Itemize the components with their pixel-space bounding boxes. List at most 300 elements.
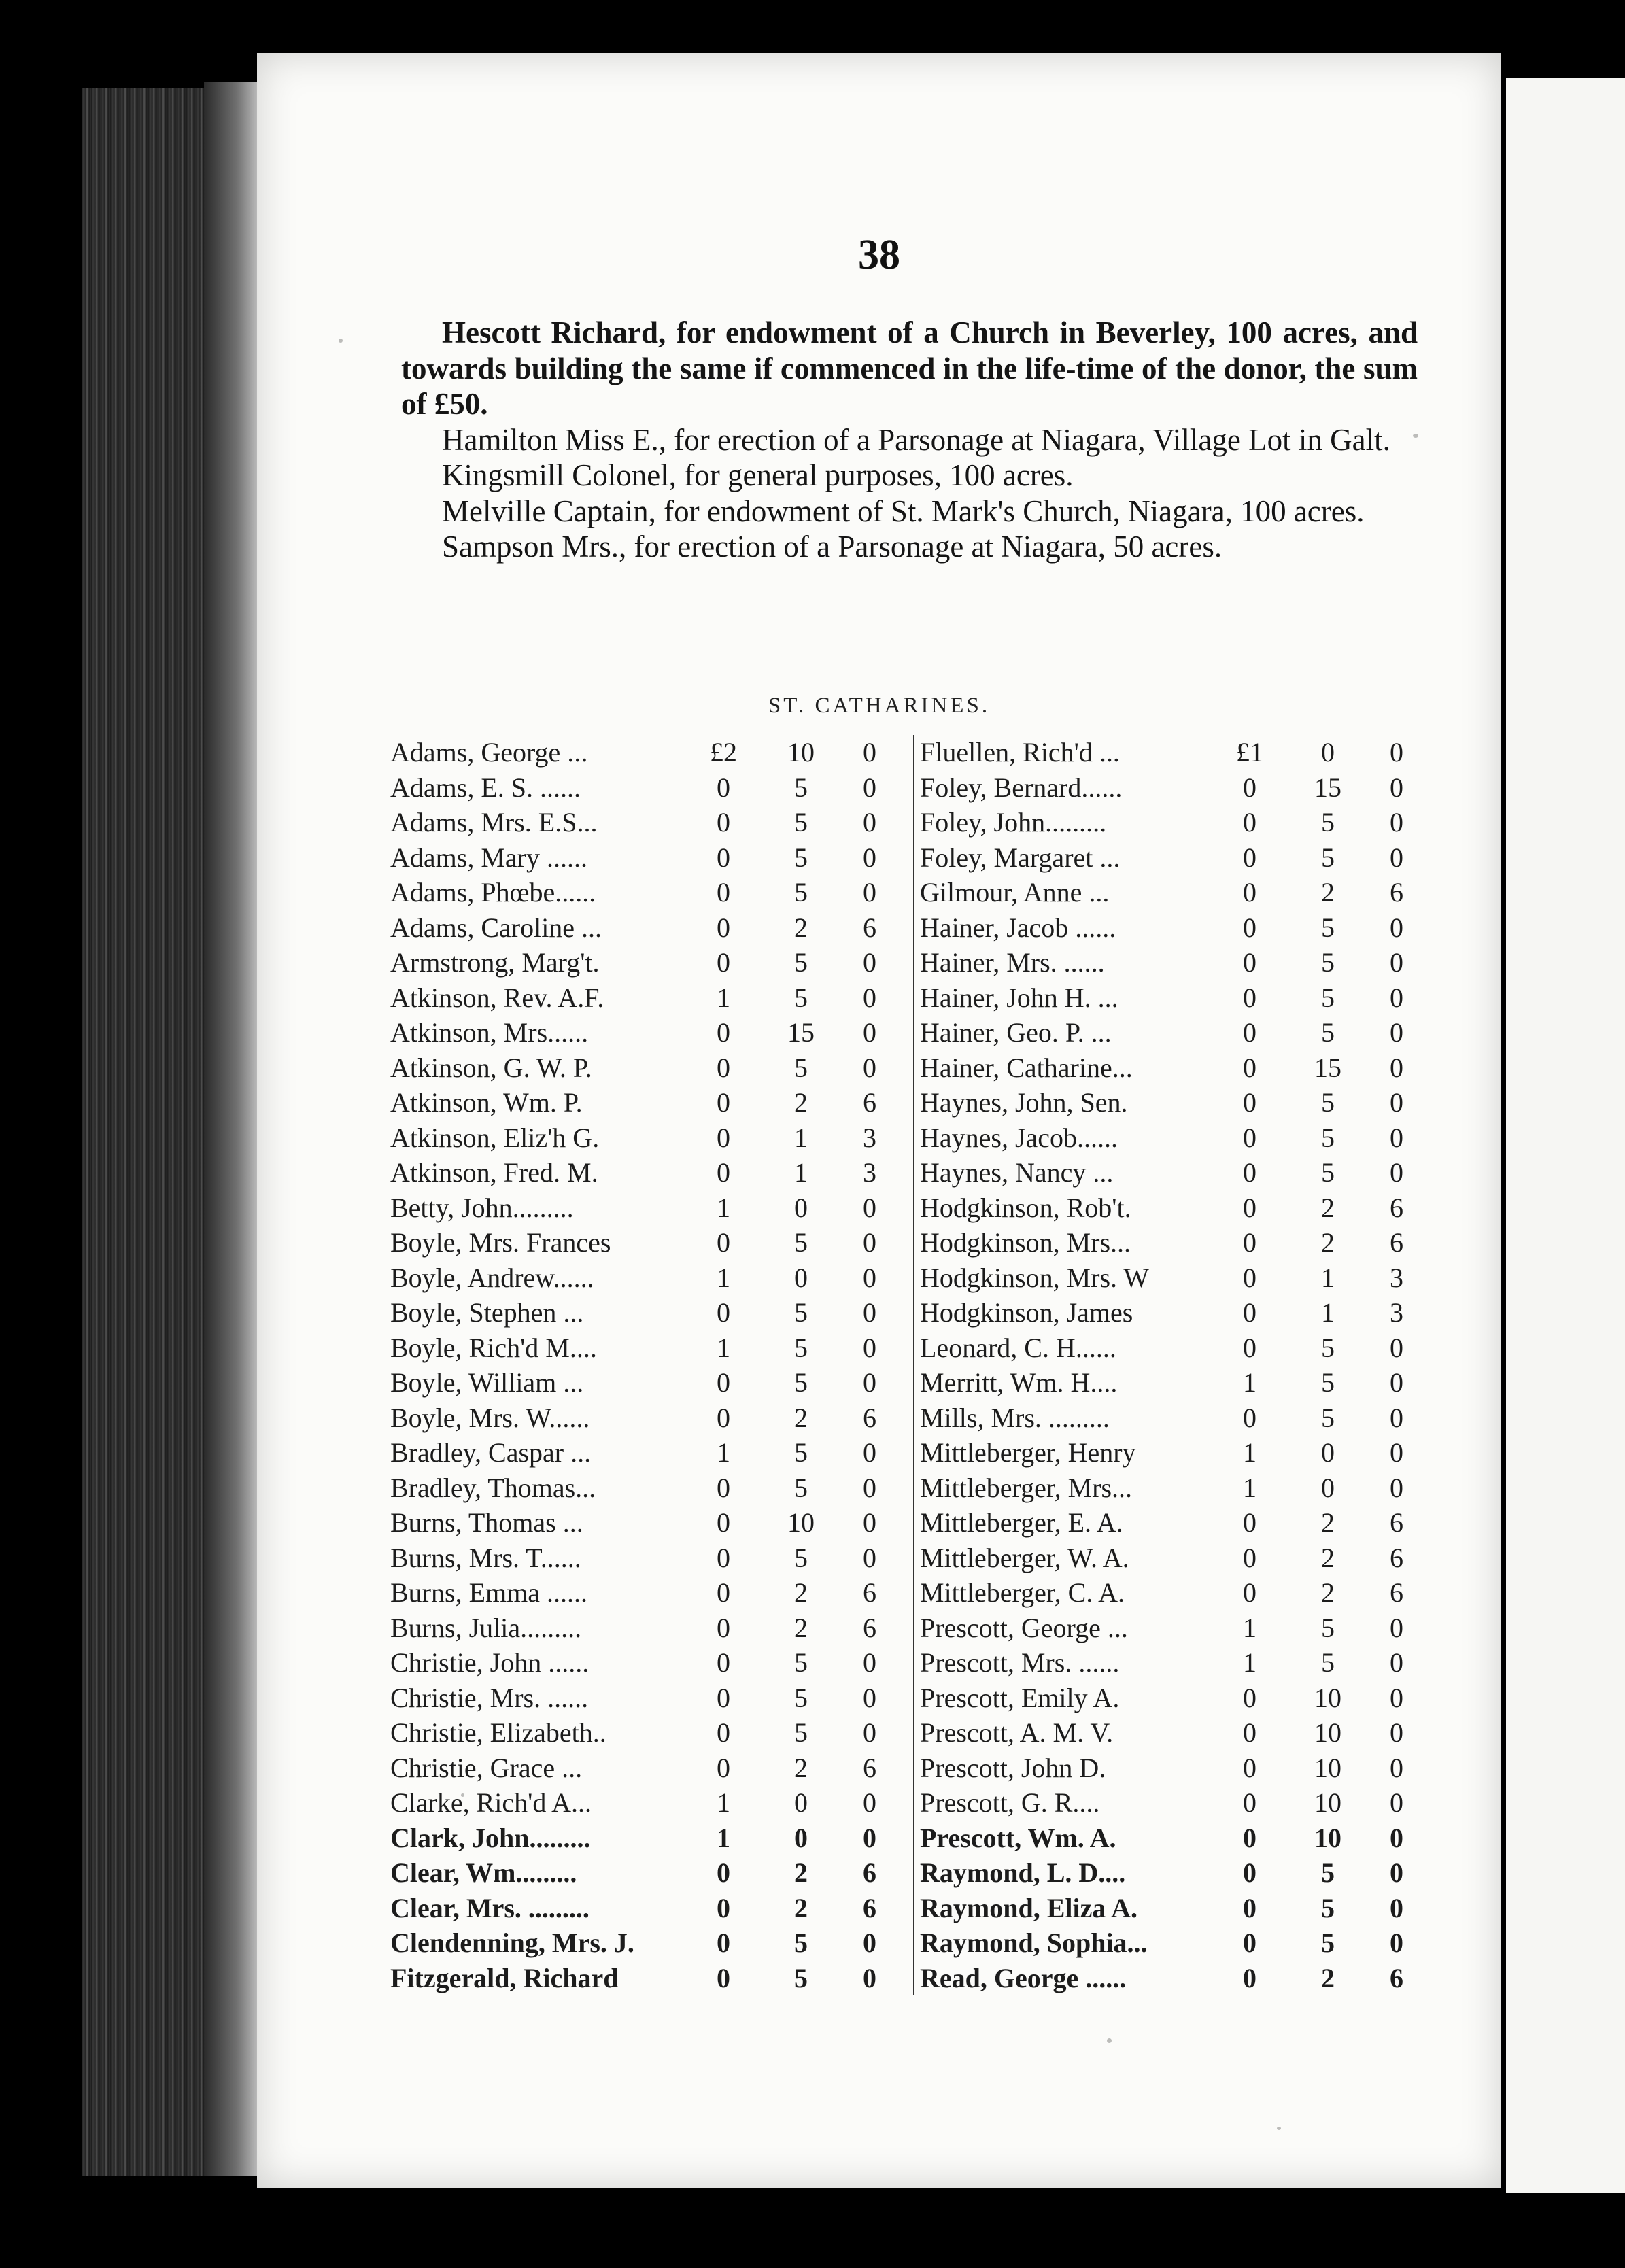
pounds-value: 0 <box>1243 1752 1256 1783</box>
shillings-value: 0 <box>794 1192 808 1223</box>
subscriber-name: Hodgkinson, James <box>920 1297 1133 1328</box>
pence-value: 0 <box>1390 1647 1403 1679</box>
paper-speck <box>339 339 343 343</box>
shillings-value: 2 <box>794 1402 808 1433</box>
pence-value: 0 <box>1390 772 1403 803</box>
shillings-value: 5 <box>794 947 808 978</box>
subscriber-name: Atkinson, Wm. P. <box>390 1087 583 1118</box>
table-row <box>920 980 1437 1016</box>
pounds-value: 0 <box>1243 1017 1256 1048</box>
table-row <box>390 1365 913 1401</box>
pence-value: 0 <box>1390 1157 1403 1188</box>
shillings-value: 5 <box>794 1682 808 1713</box>
pounds-value: 0 <box>1243 1052 1256 1083</box>
pence-value: 0 <box>863 737 876 768</box>
shillings-value: 2 <box>1321 1962 1335 1993</box>
table-row <box>390 1190 913 1226</box>
table-row <box>390 1611 913 1646</box>
section-heading: ST. CATHARINES. <box>768 693 991 718</box>
subscriber-name: Read, George ...... <box>920 1962 1127 1993</box>
table-row <box>390 1715 913 1751</box>
pounds-value: 0 <box>1243 842 1256 873</box>
subscriber-name: Clendenning, Mrs. J. <box>390 1927 634 1959</box>
pence-value: 0 <box>1390 912 1403 943</box>
subscriber-name: Christie, Grace ... <box>390 1752 583 1783</box>
pounds-value: 0 <box>1243 1822 1256 1853</box>
table-row <box>390 1050 913 1086</box>
shillings-value: 15 <box>1314 1052 1341 1083</box>
pence-value: 0 <box>863 842 876 873</box>
subscriber-name: Hainer, Jacob ...... <box>920 912 1116 943</box>
shillings-value: 10 <box>1314 1682 1341 1713</box>
shillings-value: 5 <box>1321 842 1335 873</box>
pounds-value: 0 <box>717 1227 730 1258</box>
pounds-value: 0 <box>1243 1892 1256 1923</box>
shillings-value: 5 <box>1321 1927 1335 1959</box>
subscriber-name: Adams, Caroline ... <box>390 912 602 943</box>
shillings-value: 5 <box>794 1962 808 1993</box>
shillings-value: 5 <box>794 1647 808 1679</box>
pounds-value: 0 <box>1243 1857 1256 1889</box>
bequests-text <box>401 315 1418 565</box>
pence-value: 0 <box>1390 1682 1403 1713</box>
pence-value: 0 <box>863 1017 876 1048</box>
pounds-value: 0 <box>717 1052 730 1083</box>
pounds-value: 0 <box>717 1577 730 1609</box>
table-row <box>390 1330 913 1366</box>
subscriber-name: Atkinson, Mrs...... <box>390 1017 589 1048</box>
shillings-value: 5 <box>794 1297 808 1328</box>
subscriber-name: Hodgkinson, Rob't. <box>920 1192 1131 1223</box>
pence-value: 6 <box>863 912 876 943</box>
table-row <box>390 1925 913 1961</box>
binding-edge <box>204 82 258 2176</box>
subscriber-name: Prescott, Mrs. ...... <box>920 1647 1120 1679</box>
pence-value: 6 <box>863 1857 876 1889</box>
table-row <box>390 980 913 1016</box>
pence-value: 3 <box>1390 1297 1403 1328</box>
pence-value: 0 <box>863 1682 876 1713</box>
pence-value: 6 <box>1390 1192 1403 1223</box>
pounds-value: 0 <box>1243 1787 1256 1819</box>
pence-value: 0 <box>863 1542 876 1573</box>
table-row <box>390 1541 913 1576</box>
pence-value: 0 <box>863 1297 876 1328</box>
intro-paragraph: Melville Captain, for endowment of St. Mark's Church, Niagara, 100 acres. <box>442 494 1365 528</box>
pence-value: 0 <box>1390 1787 1403 1819</box>
subscriber-name: Boyle, William ... <box>390 1367 584 1398</box>
table-row <box>920 1365 1437 1401</box>
pounds-value: 1 <box>717 1262 730 1293</box>
shillings-value: 0 <box>794 1822 808 1853</box>
table-row <box>390 1751 913 1786</box>
pounds-value: 0 <box>717 1087 730 1118</box>
pounds-value: 0 <box>1243 1262 1256 1293</box>
pounds-value: 0 <box>1243 982 1256 1013</box>
subscriber-name: Burns, Emma ...... <box>390 1577 587 1609</box>
pounds-value: 1 <box>717 1787 730 1819</box>
subscriber-name: Foley, John......... <box>920 807 1107 838</box>
subscriber-name: Hainer, Geo. P. ... <box>920 1017 1112 1048</box>
subscriber-name: Christie, Mrs. ...... <box>390 1682 589 1713</box>
subscriber-name: Prescott, Wm. A. <box>920 1822 1116 1853</box>
table-row <box>920 1575 1437 1611</box>
pence-value: 6 <box>863 1612 876 1643</box>
shillings-value: 5 <box>794 1927 808 1959</box>
subscription-table <box>390 735 1437 1995</box>
table-row <box>390 1575 913 1611</box>
pence-value: 0 <box>1390 1892 1403 1923</box>
pence-value: 0 <box>1390 1402 1403 1433</box>
subscriber-name: Leonard, C. H...... <box>920 1332 1116 1363</box>
table-row <box>920 1925 1437 1961</box>
subscriber-name: Burns, Julia......... <box>390 1612 582 1643</box>
pence-value: 6 <box>1390 877 1403 908</box>
shillings-value: 5 <box>1321 807 1335 838</box>
subscriber-name: Hainer, John H. ... <box>920 982 1118 1013</box>
table-row <box>920 1085 1437 1120</box>
pence-value: 0 <box>1390 1367 1403 1398</box>
pounds-value: 1 <box>717 1437 730 1468</box>
table-row <box>920 1120 1437 1156</box>
table-row <box>920 1611 1437 1646</box>
table-row <box>390 1401 913 1436</box>
table-row <box>920 1961 1437 1996</box>
pounds-value: 0 <box>717 1647 730 1679</box>
table-row <box>390 735 913 770</box>
subscriber-name: Bradley, Caspar ... <box>390 1437 592 1468</box>
pounds-value: 0 <box>1243 1192 1256 1223</box>
shillings-value: 2 <box>794 1892 808 1923</box>
table-row <box>390 1120 913 1156</box>
pence-value: 0 <box>863 1787 876 1819</box>
subscriber-name: Hodgkinson, Mrs. W <box>920 1262 1150 1293</box>
shillings-value: 5 <box>794 1332 808 1363</box>
pence-value: 0 <box>863 1332 876 1363</box>
subscriber-name: Boyle, Stephen ... <box>390 1297 584 1328</box>
table-row <box>390 1471 913 1506</box>
pence-value: 3 <box>863 1157 876 1188</box>
shillings-value: 5 <box>794 842 808 873</box>
pounds-value: £2 <box>710 737 737 768</box>
table-row <box>920 1891 1437 1926</box>
pence-value: 0 <box>1390 1472 1403 1503</box>
subscriber-name: Clear, Mrs. ......... <box>390 1892 589 1923</box>
subscriber-name: Haynes, Nancy ... <box>920 1157 1114 1188</box>
pounds-value: 0 <box>1243 772 1256 803</box>
shillings-value: 2 <box>794 1612 808 1643</box>
table-row <box>920 1645 1437 1681</box>
pence-value: 0 <box>1390 1752 1403 1783</box>
shillings-value: 0 <box>1321 1437 1335 1468</box>
pence-value: 0 <box>1390 737 1403 768</box>
table-row <box>390 1505 913 1541</box>
subscriber-name: Adams, George ... <box>390 737 588 768</box>
table-row <box>390 1961 913 1996</box>
pence-value: 6 <box>863 1577 876 1609</box>
table-row <box>920 840 1437 876</box>
shillings-value: 10 <box>1314 1822 1341 1853</box>
pounds-value: 0 <box>1243 1332 1256 1363</box>
pounds-value: 0 <box>717 807 730 838</box>
pounds-value: 1 <box>1243 1437 1256 1468</box>
pounds-value: 1 <box>1243 1367 1256 1398</box>
shillings-value: 2 <box>1321 1542 1335 1573</box>
pounds-value: 0 <box>1243 1087 1256 1118</box>
pence-value: 0 <box>1390 1822 1403 1853</box>
table-row <box>920 1785 1437 1821</box>
intro-paragraph: Hamilton Miss E., for erection of a Parsonage at Niagara, Village Lot in Galt. <box>442 422 1390 457</box>
subscriber-name: Boyle, Rich'd M.... <box>390 1332 597 1363</box>
page-number: 38 <box>858 232 900 278</box>
subscriber-name: Adams, Mary ...... <box>390 842 587 873</box>
pence-value: 0 <box>863 1507 876 1539</box>
shillings-value: 2 <box>794 1752 808 1783</box>
table-row <box>920 1155 1437 1190</box>
pounds-value: 0 <box>1243 1682 1256 1713</box>
subscriber-name: Bradley, Thomas... <box>390 1472 596 1503</box>
table-row <box>390 1155 913 1190</box>
pounds-value: 1 <box>717 1332 730 1363</box>
pence-value: 0 <box>863 1367 876 1398</box>
pence-value: 0 <box>1390 1437 1403 1468</box>
shillings-value: 15 <box>1314 772 1341 803</box>
shillings-value: 2 <box>1321 1227 1335 1258</box>
subscriber-name: Burns, Thomas ... <box>390 1507 583 1539</box>
subscriber-name: Raymond, Eliza A. <box>920 1892 1138 1923</box>
pounds-value: 0 <box>717 947 730 978</box>
shillings-value: 5 <box>794 772 808 803</box>
subscriber-name: Prescott, A. M. V. <box>920 1717 1114 1749</box>
pounds-value: 0 <box>717 1542 730 1573</box>
pence-value: 0 <box>863 982 876 1013</box>
shillings-value: 0 <box>1321 737 1335 768</box>
pence-value: 0 <box>863 947 876 978</box>
pence-value: 0 <box>1390 982 1403 1013</box>
table-row <box>920 1751 1437 1786</box>
table-row <box>920 1855 1437 1891</box>
pounds-value: 0 <box>717 1122 730 1153</box>
pounds-value: 0 <box>1243 912 1256 943</box>
shillings-value: 5 <box>794 982 808 1013</box>
pence-value: 6 <box>863 1087 876 1118</box>
shillings-value: 5 <box>794 1437 808 1468</box>
left-column <box>390 735 913 1995</box>
shillings-value: 2 <box>1321 1507 1335 1539</box>
table-row <box>390 1435 913 1471</box>
pounds-value: 0 <box>717 1507 730 1539</box>
subscriber-name: Hainer, Catharine... <box>920 1052 1133 1083</box>
pence-value: 6 <box>1390 1542 1403 1573</box>
subscriber-name: Adams, E. S. ...... <box>390 772 581 803</box>
subscriber-name: Betty, John......... <box>390 1192 574 1223</box>
subscriber-name: Raymond, L. D.... <box>920 1857 1126 1889</box>
pence-value: 0 <box>863 1647 876 1679</box>
shillings-value: 5 <box>1321 1612 1335 1643</box>
subscriber-name: Christie, John ...... <box>390 1647 589 1679</box>
shillings-value: 1 <box>794 1157 808 1188</box>
pence-value: 0 <box>1390 807 1403 838</box>
table-row <box>390 1295 913 1330</box>
pence-value: 0 <box>863 1192 876 1223</box>
intro-paragraph: Hescott Richard, for endowment of a Church in Beverley, 100 acres, and towards building the same if commenced in the life-time of the donor, the sum of £50. <box>401 315 1418 421</box>
pounds-value: 1 <box>717 1822 730 1853</box>
pence-value: 0 <box>863 1227 876 1258</box>
pence-value: 0 <box>863 1962 876 1993</box>
shillings-value: 5 <box>1321 912 1335 943</box>
shillings-value: 1 <box>794 1122 808 1153</box>
pence-value: 0 <box>863 1437 876 1468</box>
subscriber-name: Prescott, George ... <box>920 1612 1128 1643</box>
subscriber-name: Burns, Mrs. T...... <box>390 1542 581 1573</box>
subscriber-name: Haynes, John, Sen. <box>920 1087 1128 1118</box>
shillings-value: 5 <box>794 807 808 838</box>
shillings-value: 5 <box>1321 1087 1335 1118</box>
pounds-value: 1 <box>717 1192 730 1223</box>
shillings-value: 5 <box>794 1367 808 1398</box>
table-row <box>920 1821 1437 1856</box>
pence-value: 6 <box>863 1402 876 1433</box>
pounds-value: 0 <box>1243 807 1256 838</box>
shillings-value: 2 <box>1321 1192 1335 1223</box>
subscriber-name: Boyle, Mrs. W...... <box>390 1402 590 1433</box>
pounds-value: 0 <box>1243 947 1256 978</box>
table-row <box>390 1855 913 1891</box>
subscriber-name: Mittleberger, W. A. <box>920 1542 1129 1573</box>
shillings-value: 5 <box>1321 1122 1335 1153</box>
subscriber-name: Mittleberger, Henry <box>920 1437 1136 1468</box>
pounds-value: 0 <box>1243 1507 1256 1539</box>
pounds-value: 0 <box>717 1682 730 1713</box>
pounds-value: 0 <box>1243 1717 1256 1749</box>
shillings-value: 2 <box>1321 877 1335 908</box>
paper-speck <box>1277 2127 1281 2130</box>
pence-value: 0 <box>1390 1122 1403 1153</box>
table-row <box>920 1330 1437 1366</box>
subscriber-name: Mittleberger, C. A. <box>920 1577 1125 1609</box>
pence-value: 6 <box>1390 1507 1403 1539</box>
pounds-value: 0 <box>717 1297 730 1328</box>
right-column <box>913 735 1437 1995</box>
table-row <box>920 875 1437 910</box>
pence-value: 0 <box>863 807 876 838</box>
table-row <box>390 805 913 840</box>
shillings-value: 2 <box>794 1577 808 1609</box>
pence-value: 6 <box>1390 1577 1403 1609</box>
shillings-value: 5 <box>1321 947 1335 978</box>
table-row <box>390 770 913 806</box>
pounds-value: 0 <box>717 1962 730 1993</box>
pence-value: 0 <box>863 1717 876 1749</box>
pence-value: 6 <box>863 1752 876 1783</box>
pounds-value: 1 <box>1243 1472 1256 1503</box>
table-row <box>920 1681 1437 1716</box>
subscriber-name: Adams, Mrs. E.S... <box>390 807 598 838</box>
pounds-value: 0 <box>1243 877 1256 908</box>
pence-value: 3 <box>1390 1262 1403 1293</box>
shillings-value: 5 <box>794 1052 808 1083</box>
shillings-value: 10 <box>787 1507 815 1539</box>
table-row <box>920 1541 1437 1576</box>
subscriber-name: Merritt, Wm. H.... <box>920 1367 1118 1398</box>
pounds-value: 1 <box>717 982 730 1013</box>
pounds-value: 0 <box>717 912 730 943</box>
pounds-value: 0 <box>717 1367 730 1398</box>
subscriber-name: Hodgkinson, Mrs... <box>920 1227 1131 1258</box>
table-row <box>390 840 913 876</box>
shillings-value: 2 <box>1321 1577 1335 1609</box>
pence-value: 6 <box>1390 1962 1403 1993</box>
pounds-value: 0 <box>717 772 730 803</box>
pence-value: 0 <box>1390 1612 1403 1643</box>
shillings-value: 10 <box>1314 1787 1341 1819</box>
subscriber-name: Atkinson, G. W. P. <box>390 1052 592 1083</box>
shillings-value: 5 <box>1321 1892 1335 1923</box>
table-row <box>920 1190 1437 1226</box>
pounds-value: 0 <box>1243 1297 1256 1328</box>
subscriber-name: Mills, Mrs. ......... <box>920 1402 1110 1433</box>
table-row <box>390 875 913 910</box>
pence-value: 3 <box>863 1122 876 1153</box>
subscriber-name: Atkinson, Eliz'h G. <box>390 1122 600 1153</box>
shillings-value: 0 <box>794 1787 808 1819</box>
table-row <box>920 910 1437 946</box>
pence-value: 0 <box>1390 1927 1403 1959</box>
pounds-value: 0 <box>1243 1227 1256 1258</box>
table-row <box>920 1401 1437 1436</box>
table-row <box>920 1471 1437 1506</box>
pence-value: 0 <box>1390 1017 1403 1048</box>
paper-speck <box>1107 2038 1112 2043</box>
pence-value: 0 <box>863 1927 876 1959</box>
shillings-value: 2 <box>794 1087 808 1118</box>
pence-value: 0 <box>1390 1332 1403 1363</box>
pounds-value: 0 <box>717 1017 730 1048</box>
intro-paragraph: Kingsmill Colonel, for general purposes, 100 acres. <box>442 458 1074 492</box>
pence-value: 0 <box>863 1262 876 1293</box>
pence-value: 0 <box>1390 1087 1403 1118</box>
table-row <box>920 1015 1437 1050</box>
table-row <box>390 1645 913 1681</box>
subscriber-name: Atkinson, Fred. M. <box>390 1157 598 1188</box>
shillings-value: 1 <box>1321 1297 1335 1328</box>
table-row <box>920 735 1437 770</box>
table-row <box>390 1891 913 1926</box>
shillings-value: 5 <box>1321 1017 1335 1048</box>
intro-paragraph: Sampson Mrs., for erection of a Parsonage at Niagara, 50 acres. <box>442 530 1222 564</box>
subscriber-name: Prescott, G. R.... <box>920 1787 1100 1819</box>
pounds-value: 0 <box>1243 1122 1256 1153</box>
table-row <box>920 1715 1437 1751</box>
pence-value: 0 <box>863 1052 876 1083</box>
shillings-value: 5 <box>794 1472 808 1503</box>
pounds-value: 0 <box>717 1612 730 1643</box>
pounds-value: 0 <box>1243 1402 1256 1433</box>
table-row <box>920 805 1437 840</box>
pence-value: 6 <box>1390 1227 1403 1258</box>
pence-value: 6 <box>863 1892 876 1923</box>
shillings-value: 5 <box>1321 1647 1335 1679</box>
table-row <box>920 1295 1437 1330</box>
subscriber-name: Clark, John......... <box>390 1822 591 1853</box>
subscriber-name: Clear, Wm......... <box>390 1857 577 1889</box>
shillings-value: 2 <box>794 1857 808 1889</box>
table-row <box>390 945 913 980</box>
table-row <box>390 1821 913 1856</box>
shillings-value: 15 <box>787 1017 815 1048</box>
pounds-value: 0 <box>1243 1577 1256 1609</box>
pounds-value: 0 <box>717 1717 730 1749</box>
